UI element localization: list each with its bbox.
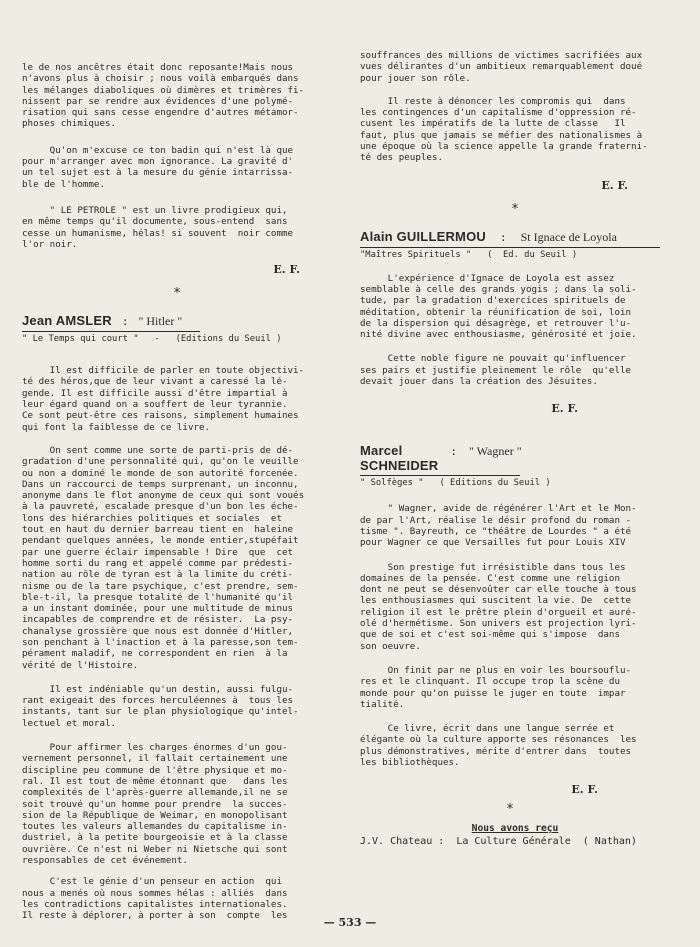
paragraph: le de nos ancêtres était donc reposante!Mais nous n'avons plus à choisir ; nous voilà embarqués dans les mélanges diaboliques où dimères et trimères fi- nissent par se rendre aux évidences d'une polymé- risation qui sans cesse engendre d'autres métamor- phoses chimiques. <box>22 62 305 130</box>
review-book-title: St Ignace de Loyola <box>520 229 617 244</box>
paragraph: On finit par ne plus en voir les boursouflu- res et le clinquant. Il occupe trop la scène du monde pour qu'on puisse le juger en toute impar tialité. <box>360 664 632 710</box>
paragraph: Il est difficile de parler en toute objectivi- té des héros,que de leur vivant a caressé la lé- gende. Il est difficile aussi d'être impartial à leur égard quand on a souffert de leur tyrannie. Ce sont peut-être ces raisons, simplement humaines qui font la faiblesse de ce livre. <box>22 365 305 433</box>
review-separator: : <box>499 230 507 244</box>
right-column <box>360 50 670 848</box>
review-book-title: " Wagner " <box>469 444 522 459</box>
signature: E. F. <box>601 178 628 192</box>
review-author: Marcel SCHNEIDER <box>360 443 439 474</box>
review-publisher: " Solfèges " ( Editions du Seuil ) <box>360 478 551 489</box>
received-heading: Nous avons reçu <box>471 823 559 835</box>
paragraph: souffrances des millions de victimes sacrifiées aux vues délirantes d'un ambitieux remarquablement doué pour jouer son rôle. <box>360 50 643 84</box>
received-item: J.V. Chateau : La Culture Générale ( Nathan) <box>360 836 637 848</box>
paragraph: C'est le génie d'un penseur en action qui nous a menés où nous sommes hélas : alliés dans les contradictions capitalistes internationales. Il reste à déplorer, à porter à son compte les <box>22 876 288 922</box>
separator-star: * <box>173 286 181 302</box>
paragraph: L'expérience d'Ignace de Loyola est assez semblable à celle des grands yogis ; dans la soli- tude, par la gradation d'exercices spirituels de méditation, obtenir la réunification de soi, loin de la dispersion qui désagrège, et retrouver l'u- nité divine avec enthousiasme, générosité et joie. <box>360 272 637 341</box>
paragraph: On sent comme une sorte de parti-pris de dé- gradation d'une personnalité qui, qu'on le veuille ou non a dominé le monde de son autorité forcenée. Dans un raccourci de temps surprenant, un inconnu, anonyme dans le flot anonyme de ceux qui sont voués à la pauvreté, escalade presque d'un bon les éche- lons des hiérarchies politiques et sociales et tout en haut du dernier barreau tient en haleine pendant quelques années, le monde entier,stupéfait par une guerre éclair impensable ! Dire que cet homme sorti du rang et appelé comme par prédesti- nation au rôle de tyran est à la limite du créti- nisme ou de la tare psychique, c'est prendre, sem- ble-t-il, la presque totalité de l'humanité qu'il a un instant dominée, pour une multitude de minus incapables de comprendre et de résister. La psy- chanalyse grossière que nous est donnée d'Hitler, son penchant à l'inaction et à la paresse,son tem- pérament maladif, ne correspondent en rien à la vérité de l'Histoire. <box>22 444 305 671</box>
review-separator: : <box>450 445 457 459</box>
review-heading <box>22 313 200 332</box>
paragraph: Il reste à dénoncer les compromis qui dans les contingences d'un capitalisme d'oppression ré- cusent les impératifs de la lutte de classe Il faut, plus que jamais se méfier des nationalismes à une époque où la science appelle la grande fraterni- té des peuples. <box>360 95 648 164</box>
review-book-title: " Hitler " <box>138 314 183 329</box>
signature: E. F. <box>551 402 578 416</box>
paragraph: Pour affirmer les charges énormes d'un gou- vernement personnel, il fallait certainement une discipline peu commune de l'être physique et mo- ral. Il est tout de même étonnant que dans les complexités de l'après-guerre allemande,il ne se soit trouvé qu'un homme pour prendre la succes- sion de la République de Weimar, en monopolisant toutes les valeurs allemandes du capitalisme in- dustriel, à la petite bourgeoisie et à la classe ouvrière. Ce n'est ni Weber ni Nietsche qui sont responsables de cet événement. <box>22 742 288 867</box>
paragraph: Qu'on m'excuse ce ton badin qui n'est là que pour m'arranger avec mon ignorance. La gravité d' un tel sujet est à la mesure du génie intarrissa- ble de l'homme. <box>22 144 294 190</box>
page-number: — 533 — <box>323 916 377 929</box>
separator-star: * <box>506 802 514 818</box>
review-author: Alain GUILLERMOU <box>360 228 486 244</box>
signature: E. F. <box>571 783 598 797</box>
review-heading <box>360 443 520 476</box>
review-heading <box>360 229 660 248</box>
review-separator: : <box>121 315 129 329</box>
review-author: Jean AMSLER <box>22 313 112 329</box>
review-publisher: "Maîtres Spirituels " ( Ed. du Seuil ) <box>360 249 578 260</box>
separator-star: * <box>511 201 519 217</box>
review-publisher: " Le Temps qui court " - (Editions du Seuil ) <box>22 334 282 345</box>
signature: E. F. <box>273 263 300 277</box>
paragraph: Cette noble figure ne pouvait qu'influencer ses pairs et justifie pleinement le rôle qu'elle devait jouer dans la création des Jésuites. <box>360 353 632 388</box>
paragraph: " Wagner, avide de régénérer l'Art et le Mon- de par l'Art, réalise le désir profond du roman - tisme ". Bayreuth, ce "théâtre de Lourdes " a été pour Wagner ce que Versailles fut pour Louis XIV <box>360 503 637 549</box>
paragraph: Il est indéniable qu'un destin, aussi fulgu- rant exigeait des forces herculéennes à tous les instants, tant sur le plan physiologique qu'intel- lectuel et moral. <box>22 683 299 729</box>
paragraph: Ce livre, écrit dans une langue serrée et élégante où la culture apporte ses résonances les plus démonstratives, mérite d'entrer dans toutes les bibliothèques. <box>360 723 637 768</box>
paragraph: " LE PETROLE " est un livre prodigieux qui, en même temps qu'il documente, sous-entend sans cesse un humanisme, hélas! si souvent noir comme l'or noir. <box>22 204 294 250</box>
left-column <box>22 62 332 922</box>
paragraph: Son prestige fut irrésistible dans tous les domaines de la pensée. C'est comme une religion dont ne peut se désenvoûter car elle touche à tous les enthousiasmes qui suscitent la vie. De cette religion il est le prêtre plein d'orgueil et auré- olé d'hermétisme. Son univers est projection lyri- que de soi et c'est soi-même qui s'impose dans son oeuvre. <box>360 561 637 652</box>
